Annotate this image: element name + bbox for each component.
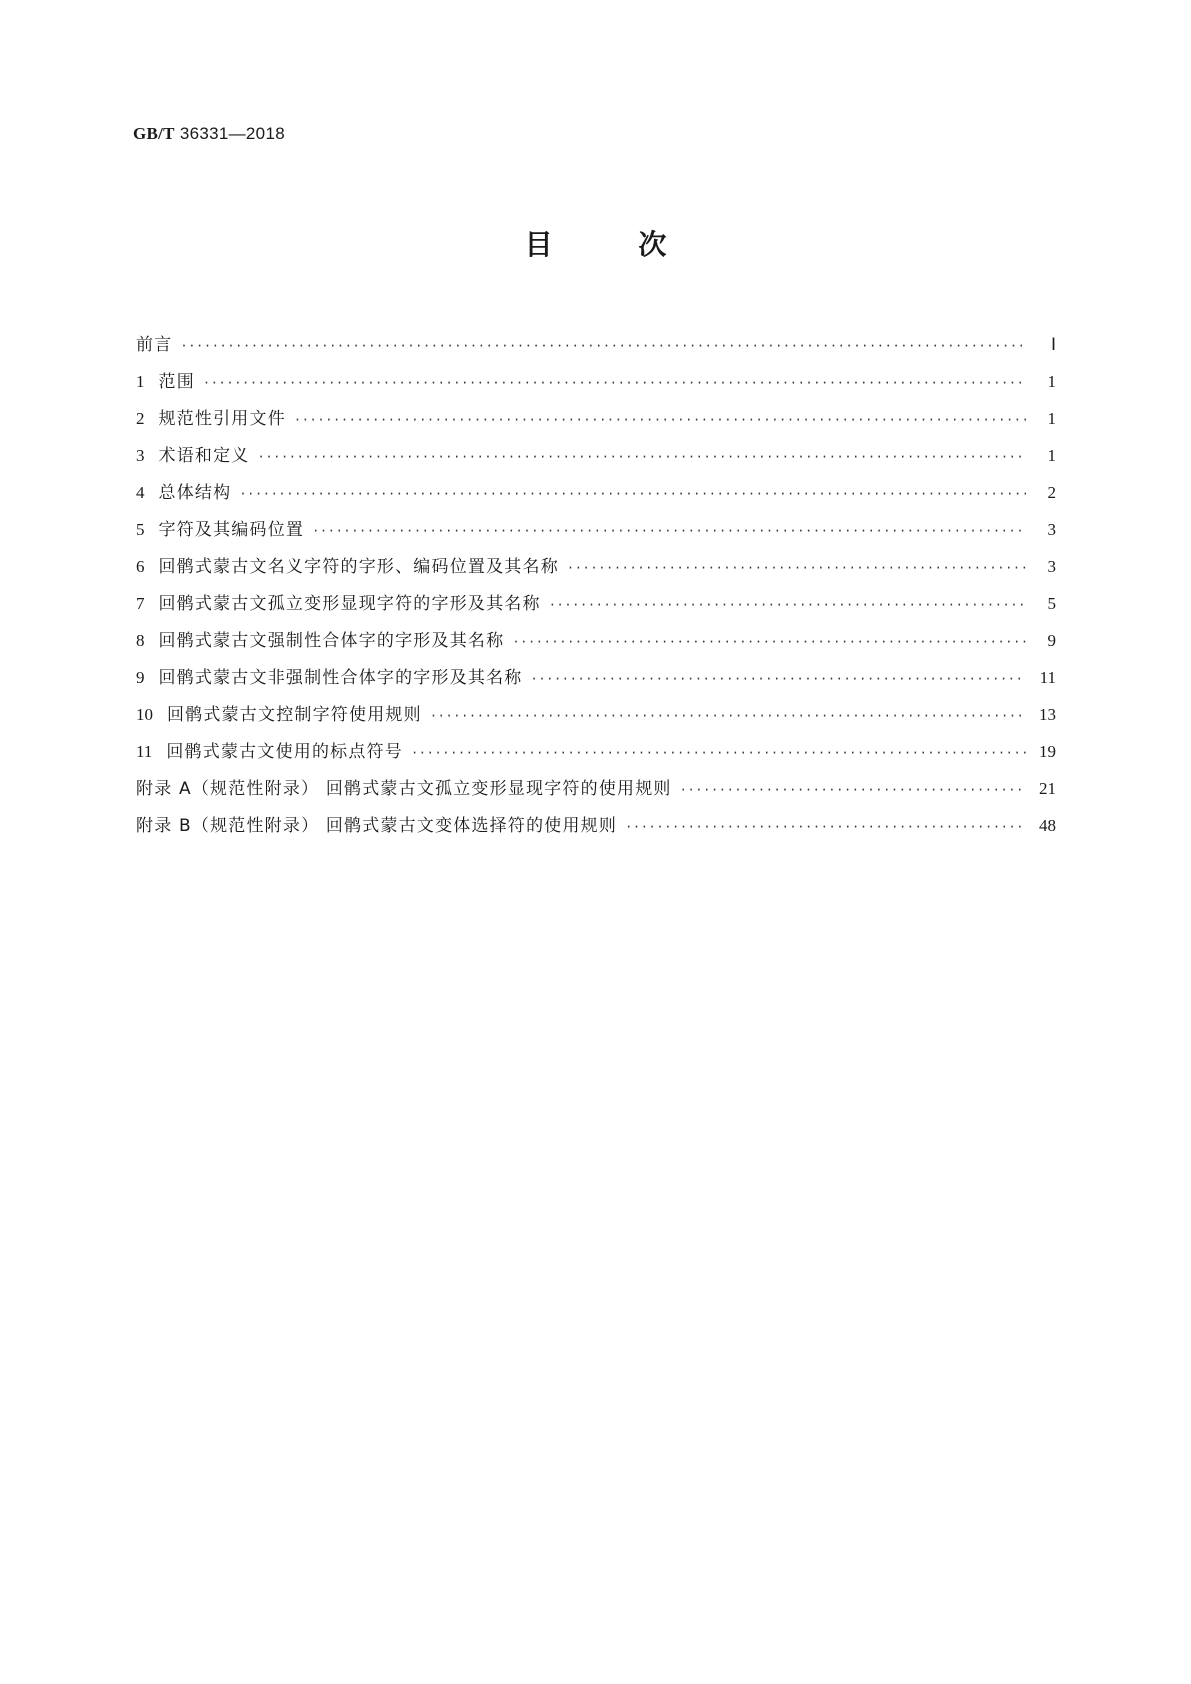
toc-entry-1[interactable] bbox=[136, 363, 1056, 400]
toc-entry-6[interactable] bbox=[136, 548, 1056, 585]
toc-leader-dots bbox=[203, 365, 1026, 402]
toc-leader-dots bbox=[180, 328, 1026, 365]
toc-entry-label: 回鹘式蒙古文名义字符的字形、编码位置及其名称 bbox=[158, 557, 559, 577]
toc-entry-page: Ⅰ bbox=[1050, 335, 1056, 354]
toc-entry-label: 回鹘式蒙古文强制性合体字的字形及其名称 bbox=[158, 631, 505, 651]
toc-leader-dots bbox=[258, 439, 1027, 476]
toc-entry-label: 回鹘式蒙古文控制字符使用规则 bbox=[167, 705, 422, 725]
toc-entry-label: 回鹘式蒙古文非强制性合体字的字形及其名称 bbox=[158, 668, 523, 688]
toc-entry-label: 总体结构 bbox=[158, 483, 232, 503]
toc-entry-10[interactable] bbox=[136, 696, 1056, 733]
toc-entry-appendix-b[interactable] bbox=[136, 807, 1056, 844]
toc-entry-3[interactable] bbox=[136, 437, 1056, 474]
toc-entry-number: 7 bbox=[136, 594, 145, 613]
toc-entry-page: 1 bbox=[1047, 446, 1056, 465]
toc-entry-page: 1 bbox=[1047, 409, 1056, 428]
toc-entry-5[interactable] bbox=[136, 511, 1056, 548]
toc-entry-label: 前言 bbox=[136, 335, 173, 355]
toc-entry-number: 2 bbox=[136, 409, 145, 428]
toc-entry-7[interactable] bbox=[136, 585, 1056, 622]
toc-entry-page: 13 bbox=[1039, 705, 1056, 724]
toc-entry-page: 5 bbox=[1047, 594, 1056, 613]
toc-entry-number: 1 bbox=[136, 372, 145, 391]
toc-entry-appendix-a[interactable] bbox=[136, 770, 1056, 807]
toc-entry-label: 附录 A（规范性附录） 回鹘式蒙古文孤立变形显现字符的使用规则 bbox=[136, 779, 672, 799]
toc-leader-dots bbox=[680, 772, 1026, 809]
toc-leader-dots bbox=[549, 587, 1026, 624]
toc-entry-number: 4 bbox=[136, 483, 145, 502]
toc-entry-number: 9 bbox=[136, 668, 145, 687]
toc-entry-label: 字符及其编码位置 bbox=[158, 520, 305, 540]
toc-entry-label: 范围 bbox=[158, 372, 195, 392]
toc-entry-label: 附录 B（规范性附录） 回鹘式蒙古文变体选择符的使用规则 bbox=[136, 816, 618, 836]
toc-entry-page: 1 bbox=[1047, 372, 1056, 391]
toc-entry-4[interactable] bbox=[136, 474, 1056, 511]
toc-entry-page: 11 bbox=[1039, 668, 1056, 687]
toc-entry-page: 19 bbox=[1039, 742, 1056, 761]
toc-leader-dots bbox=[567, 550, 1026, 587]
toc-entry-label: 回鹘式蒙古文孤立变形显现字符的字形及其名称 bbox=[158, 594, 541, 614]
toc-entry-page: 21 bbox=[1039, 779, 1056, 798]
toc-entry-page: 2 bbox=[1047, 483, 1056, 502]
toc-entry-page: 3 bbox=[1047, 520, 1056, 539]
toc-leader-dots bbox=[312, 513, 1026, 550]
toc-leader-dots bbox=[531, 661, 1027, 698]
standard-prefix: GB/T bbox=[133, 124, 175, 143]
toc-entry-number: 10 bbox=[136, 705, 153, 724]
toc-entry-page: 3 bbox=[1047, 557, 1056, 576]
toc-entry-number: 6 bbox=[136, 557, 145, 576]
toc-entry-2[interactable] bbox=[136, 400, 1056, 437]
page-title: 目 次 bbox=[524, 228, 705, 261]
toc-entry-foreword[interactable] bbox=[136, 326, 1056, 363]
toc-entry-label: 术语和定义 bbox=[158, 446, 250, 466]
toc-entry-number: 8 bbox=[136, 631, 145, 650]
toc-leader-dots bbox=[294, 402, 1026, 439]
toc-entry-page: 9 bbox=[1047, 631, 1056, 650]
toc-entry-9[interactable] bbox=[136, 659, 1056, 696]
toc-entry-page: 48 bbox=[1039, 816, 1056, 835]
standard-code: 36331—2018 bbox=[179, 124, 285, 143]
standard-number bbox=[133, 124, 285, 144]
toc-entry-label: 回鹘式蒙古文使用的标点符号 bbox=[166, 742, 403, 762]
toc-entry-11[interactable] bbox=[136, 733, 1056, 770]
toc-leader-dots bbox=[430, 698, 1026, 735]
toc-entry-8[interactable] bbox=[136, 622, 1056, 659]
toc-entry-number: 3 bbox=[136, 446, 145, 465]
toc-entry-number: 5 bbox=[136, 520, 145, 539]
table-of-contents bbox=[136, 326, 1056, 844]
toc-leader-dots bbox=[239, 476, 1026, 513]
toc-leader-dots bbox=[625, 809, 1026, 846]
toc-entry-number: 11 bbox=[136, 742, 153, 761]
toc-leader-dots bbox=[411, 735, 1026, 772]
toc-entry-label: 规范性引用文件 bbox=[158, 409, 286, 429]
toc-leader-dots bbox=[512, 624, 1026, 661]
